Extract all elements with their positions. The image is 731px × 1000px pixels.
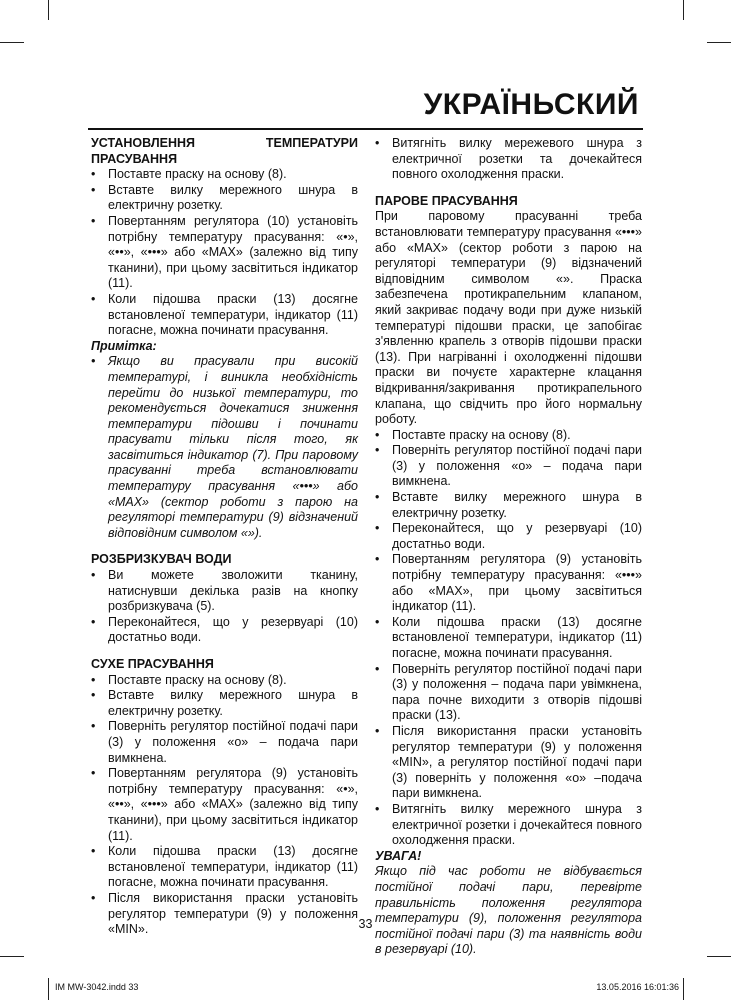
section-heading: СУХЕ ПРАСУВАННЯ xyxy=(91,657,214,671)
list-item: • Вставте вилку мережного шнура в електричну розетку. xyxy=(375,490,642,521)
list-item: • Ви можете зволожити тканину, натиснувши декілька разів на кнопку розбризкувача (5). xyxy=(91,568,358,615)
bullet-list xyxy=(375,136,642,183)
warning-heading: УВАГА! xyxy=(375,848,422,863)
crop-mark xyxy=(683,0,684,20)
list-item: • Поставте праску на основу (8). xyxy=(91,673,358,689)
crop-mark xyxy=(707,42,731,43)
list-item-continued: • Витягніть вилку мережевого шнура з електричної розетки та дочекайтеся повного охолодження праски. xyxy=(375,136,642,183)
crop-mark xyxy=(0,956,24,957)
crop-mark xyxy=(48,978,49,1000)
section-heading: ПАРОВЕ ПРАСУВАННЯ xyxy=(375,193,518,208)
page-title: УКРАЇНЬСКИЙ xyxy=(423,88,639,121)
list-item: • Повертанням регулятора (9) установіть потрібну температуру прасування: «•», «••», «•••» або «MAX» (залежно від типу тканини), при цьому засвітиться індикатор (11). xyxy=(91,766,358,844)
crop-mark xyxy=(683,978,684,1000)
right-column xyxy=(375,136,642,958)
steam-intro: При паровому прасуванні треба встановлювати температуру прасування «•••» або «MAX» (сектор роботи з парою на регуляторі температури (9) відзначений відповідним символом «». Праска забезпечена протикрапельним клапаном, який закриває подачу води при дуже низькій температурі підошви праски, це запобігає з'явленню крапель з отворів підошви праски (13). При нагріванні і охолодженні підошви праски ви почуєте характерне клацання відкривання/закривання протикрапельного клапана, що свідчить про його нормальну роботу. xyxy=(375,209,642,427)
list-item: • Повертанням регулятора (9) установіть потрібну температуру прасування: «•••» або «MAX», при цьому засвітиться індикатор (11). xyxy=(375,552,642,614)
note-heading: Примітка: xyxy=(91,338,157,353)
list-item: • Поверніть регулятор постійної подачі пари (3) у положення «о» – подача пари вимкнена. xyxy=(91,719,358,766)
crop-mark xyxy=(0,42,24,43)
bullet-list xyxy=(375,428,642,849)
list-item: • Повертанням регулятора (10) установіть потрібну температуру прасування: «•», «••», «•••» або «MAX» (залежно від типу тканини), при цьому засвітиться індикатор (11). xyxy=(91,214,358,292)
bullet-list xyxy=(91,673,358,938)
warning-text: Якщо під час роботи не відбувається постійної подачі пари, перевірте правильність положення регулятора температури (9), положення регулятора постійної подачі пари (3) та наявність води в резервуарі (10). xyxy=(375,864,642,957)
note-list xyxy=(91,354,358,541)
left-column xyxy=(91,136,358,938)
list-item: • Поверніть регулятор постійної подачі пари (3) у положення «о» – подача пари вимкнена. xyxy=(375,443,642,490)
list-item: • Вставте вилку мережного шнура в електричну розетку. xyxy=(91,688,358,719)
title-rule xyxy=(88,128,643,130)
list-item: • Поставте праску на основу (8). xyxy=(91,167,358,183)
list-item: • Витягніть вилку мережного шнура з електричної розетки і дочекайтеся повного охолодження праски. xyxy=(375,802,642,849)
list-item: • Вставте вилку мережного шнура в електричну розетку. xyxy=(91,183,358,214)
list-item: • Переконайтеся, що у резервуарі (10) достатньо води. xyxy=(91,615,358,646)
list-item: • Поверніть регулятор постійної подачі пари (3) у положення – подача пари увімкнена, пара почне виходити з отворів підошві праски (13). xyxy=(375,662,642,724)
footer-timestamp: 13.05.2016 16:01:36 xyxy=(596,982,679,992)
crop-mark xyxy=(48,0,49,20)
footer-file: IM MW-3042.indd 33 xyxy=(55,982,139,992)
section-heading: РОЗБРИЗКУВАЧ ВОДИ xyxy=(91,552,232,567)
bullet-list xyxy=(91,568,358,646)
page-number: 33 xyxy=(358,917,373,931)
note-item: • Якщо ви прасували при високій температурі, і виникла необхідність перейти до низької температури, то рекомендується дочекатися зниження температури підошви і починати прасувати тільки після того, як засвітиться індикатор (7). При паровому прасуванні треба встановлювати температуру прасування «•••» або «MAX» (сектор роботи з парою на регуляторі температури (9) відзначений відповідним символом «»). xyxy=(91,354,358,541)
list-item: • Коли підошва праски (13) досягне встановленої температури, індикатор (11) погасне, можна починати прасування. xyxy=(91,292,358,339)
section-heading: УСТАНОВЛЕННЯ ТЕМПЕРАТУРИ ПРАСУВАННЯ xyxy=(91,136,358,166)
list-item: • Коли підошва праски (13) досягне встановленої температури, індикатор (11) погасне, можна починати прасування. xyxy=(375,615,642,662)
list-item: • Коли підошва праски (13) досягне встановленої температури, індикатор (11) погасне, можна починати прасування. xyxy=(91,844,358,891)
crop-mark xyxy=(707,956,731,957)
list-item: • Після використання праски установіть регулятор температури (9) у положення «MIN». xyxy=(91,891,358,938)
list-item: • Після використання праски установіть регулятор температури (9) у положення «MIN», а регулятор постійної подачі пари (3) поверніть у положення «о» –подача пари вимкнена. xyxy=(375,724,642,802)
list-item: • Поставте праску на основу (8). xyxy=(375,428,642,444)
list-item: • Переконайтеся, що у резервуарі (10) достатньо води. xyxy=(375,521,642,552)
bullet-list xyxy=(91,167,358,339)
